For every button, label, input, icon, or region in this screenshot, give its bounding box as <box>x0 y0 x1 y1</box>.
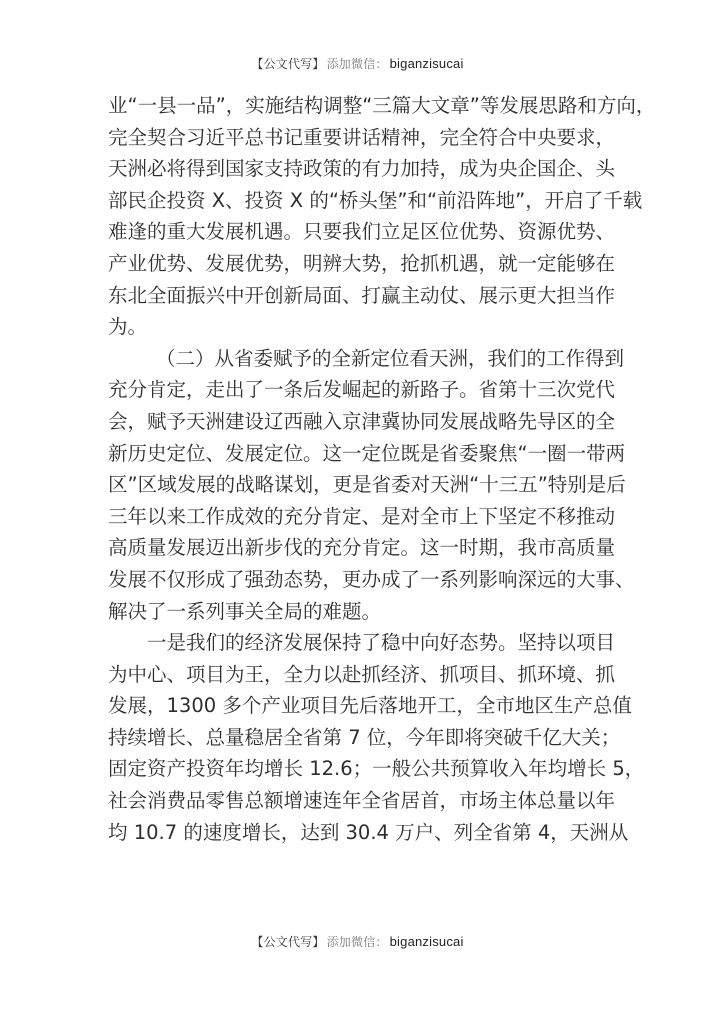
text-line: 高质量发展迈出新步伐的充分肯定。这一时期，我市高质量 <box>108 536 616 560</box>
footer-brand: 【公文代写】 <box>251 935 325 949</box>
text-line: 社会消费品零售总额增速连年全省居首，市场主体总量以年 <box>108 789 616 813</box>
text-line: （二）从省委赋予的全新定位看天洲，我们的工作得到 <box>156 346 625 370</box>
text-line: 持续增长、总量稳居全省第 7 位，今年即将突破千亿大关； <box>108 725 621 749</box>
header-wechat-label: 添加微信： <box>326 57 388 71</box>
text-line: 会，赋予天洲建设辽西融入京津冀协同发展战略先导区的全 <box>108 409 616 433</box>
text-line: 发展，1300 多个产业项目先后落地开工，全市地区生产总值 <box>108 694 632 718</box>
text-line: 固定资产投资年均增长 12.6；一般公共预算收入年均增长 5， <box>108 757 645 781</box>
header-wechat-id: biganzisucai <box>389 56 464 71</box>
footer-wechat-label: 添加微信： <box>326 935 388 949</box>
text-line: 产业优势、发展优势，明辨大势，抢抓机遇，就一定能够在 <box>108 251 616 275</box>
text-line: 一是我们的经济发展保持了稳中向好态势。坚持以项目 <box>147 631 616 655</box>
text-line: 区”区域发展的战略谋划，更是省委对天洲“十三五”特别是后 <box>108 473 626 497</box>
text-line: 为。 <box>108 315 148 339</box>
page-header <box>0 55 715 72</box>
document-body <box>108 90 656 848</box>
text-line: 新历史定位、发展定位。这一定位既是省委聚焦“一圈一带两 <box>108 441 626 465</box>
text-line: 难逢的重大发展机遇。只要我们立足区位优势、资源优势、 <box>108 220 616 244</box>
text-line: 天洲必将得到国家支持政策的有力加持，成为央企国企、头 <box>108 157 616 181</box>
page-footer <box>0 933 715 950</box>
text-line: 东北全面振兴中开创新局面、打赢主动仗、展示更大担当作 <box>108 283 616 307</box>
text-line: 为中心、项目为王，全力以赴抓经济、抓项目、抓环境、抓 <box>108 662 616 686</box>
text-line: 完全契合习近平总书记重要讲话精神，完全符合中央要求， <box>108 125 616 149</box>
header-brand: 【公文代写】 <box>251 57 325 71</box>
text-line: 部民企投资 X、投资 X 的“桥头堡”和“前沿阵地”，开启了千载 <box>108 188 643 212</box>
text-line: 均 10.7 的速度增长，达到 30.4 万户、列全省第 4，天洲从 <box>108 820 629 844</box>
text-line: 业“一县一品”，实施结构调整“三篇大文章”等发展思路和方向， <box>108 94 656 117</box>
footer-wechat-id: biganzisucai <box>389 934 464 949</box>
text-line: 充分肯定，走出了一条后发崛起的新路子。省第十三次党代 <box>108 378 616 402</box>
text-line: 解决了一系列事关全局的难题。 <box>108 599 382 623</box>
text-line: 三年以来工作成效的充分肯定、是对全市上下坚定不移推动 <box>108 504 616 528</box>
text-line: 发展不仅形成了强劲态势，更办成了一系列影响深远的大事、 <box>108 567 635 591</box>
